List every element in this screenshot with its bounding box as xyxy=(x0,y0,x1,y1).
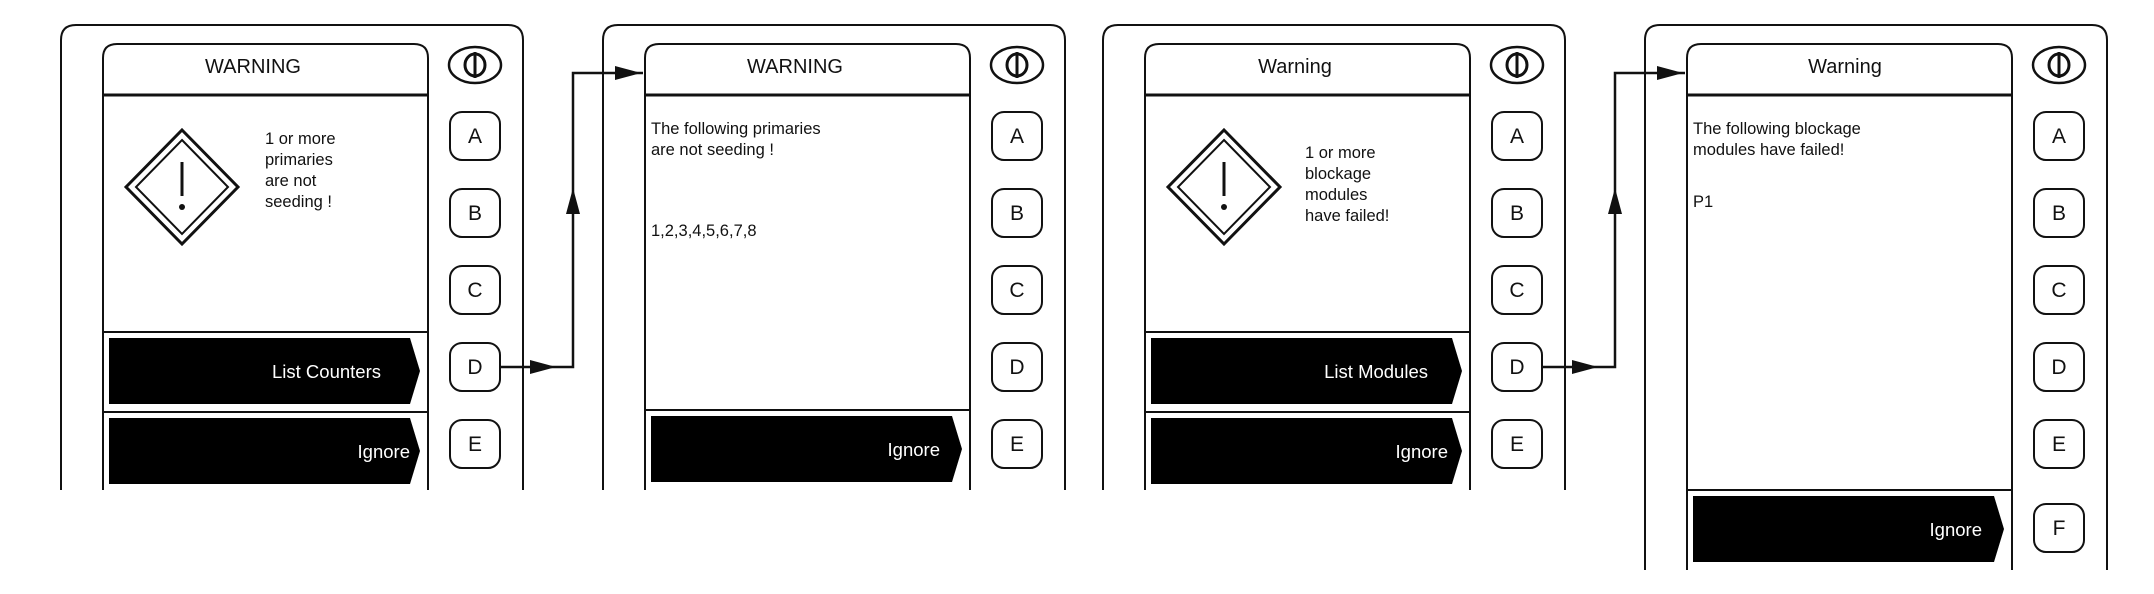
key-b[interactable] xyxy=(2034,189,2084,237)
panel-1 xyxy=(61,25,523,490)
key-c[interactable] xyxy=(992,266,1042,314)
power-icon xyxy=(465,52,485,78)
panel-4 xyxy=(1645,25,2107,570)
key-label: B xyxy=(2051,202,2067,225)
message-line: modules have failed! xyxy=(1693,141,1845,159)
key-b[interactable] xyxy=(450,189,500,237)
key-b[interactable] xyxy=(1492,189,1542,237)
message-line: have failed! xyxy=(1305,207,1390,225)
key-f[interactable] xyxy=(2034,504,2084,552)
key-label: E xyxy=(1509,433,1525,456)
screen-title: Warning xyxy=(1258,56,1332,78)
key-label: B xyxy=(467,202,483,225)
power-icon xyxy=(1007,52,1027,78)
screen-title: WARNING xyxy=(205,56,301,78)
message-line: 1 or more xyxy=(1305,144,1376,162)
button-label: Ignore xyxy=(1929,519,1982,540)
power-key[interactable] xyxy=(1491,47,1543,83)
display-screen xyxy=(645,44,970,490)
ignore-button[interactable] xyxy=(1151,418,1462,484)
panel-3 xyxy=(1103,25,1565,490)
key-label: E xyxy=(1009,433,1025,456)
key-label: B xyxy=(1009,202,1025,225)
key-e[interactable] xyxy=(2034,420,2084,468)
list-modules-button[interactable] xyxy=(1151,338,1462,404)
device-frame xyxy=(1645,25,2107,570)
ignore-button[interactable] xyxy=(109,418,420,484)
message-line: The following primaries xyxy=(651,120,821,138)
message-line: The following blockage xyxy=(1693,120,1861,138)
panel-2 xyxy=(603,25,1065,490)
key-label: A xyxy=(2051,125,2067,148)
key-label: C xyxy=(1009,279,1025,302)
arrowhead xyxy=(1572,360,1598,374)
key-label: D xyxy=(1009,356,1025,379)
key-label: C xyxy=(1509,279,1525,302)
arrowhead xyxy=(1657,66,1683,80)
key-d[interactable] xyxy=(992,343,1042,391)
key-label: B xyxy=(1509,202,1525,225)
key-a[interactable] xyxy=(2034,112,2084,160)
message-line: are not seeding ! xyxy=(651,141,774,159)
warning-diamond-icon xyxy=(1168,130,1280,244)
key-a[interactable] xyxy=(1492,112,1542,160)
key-label: E xyxy=(2051,433,2067,456)
button-label: List Counters xyxy=(272,361,381,382)
key-d[interactable] xyxy=(450,343,500,391)
key-a[interactable] xyxy=(992,112,1042,160)
key-e[interactable] xyxy=(1492,420,1542,468)
screen-title: WARNING xyxy=(747,56,843,78)
power-key[interactable] xyxy=(2033,47,2085,83)
key-c[interactable] xyxy=(1492,266,1542,314)
key-c[interactable] xyxy=(450,266,500,314)
key-e[interactable] xyxy=(450,420,500,468)
message-line: are not xyxy=(265,172,317,190)
button-label: Ignore xyxy=(887,439,940,460)
arrowhead xyxy=(1608,188,1622,214)
flow-arrow-2 xyxy=(1542,66,1685,374)
key-c[interactable] xyxy=(2034,266,2084,314)
key-b[interactable] xyxy=(992,189,1042,237)
display-screen xyxy=(103,44,428,490)
power-icon xyxy=(2049,52,2069,78)
key-d[interactable] xyxy=(2034,343,2084,391)
power-key[interactable] xyxy=(991,47,1043,83)
key-label: A xyxy=(467,125,483,148)
message-line: 1 or more xyxy=(265,130,336,148)
button-label: Ignore xyxy=(1395,441,1448,462)
key-e[interactable] xyxy=(992,420,1042,468)
detail-text: 1,2,3,4,5,6,7,8 xyxy=(651,222,757,240)
message-line: seeding ! xyxy=(265,193,332,211)
key-label: A xyxy=(1009,125,1025,148)
screen-title: Warning xyxy=(1808,56,1882,78)
message-line: blockage xyxy=(1305,165,1372,183)
detail-text: P1 xyxy=(1693,193,1714,211)
message-line: modules xyxy=(1305,186,1368,204)
arrowhead xyxy=(530,360,556,374)
button-label: Ignore xyxy=(357,441,410,462)
list-counters-button[interactable] xyxy=(109,338,420,404)
warning-diamond-icon xyxy=(126,130,238,244)
key-label: D xyxy=(467,356,483,379)
key-label: C xyxy=(2051,279,2067,302)
power-key[interactable] xyxy=(449,47,501,83)
key-label: D xyxy=(1509,356,1525,379)
ignore-button[interactable] xyxy=(1693,496,2004,562)
key-a[interactable] xyxy=(450,112,500,160)
key-label: C xyxy=(467,279,483,302)
message-line: primaries xyxy=(265,151,333,169)
arrowhead xyxy=(615,66,641,80)
display-screen xyxy=(1145,44,1470,490)
key-label: E xyxy=(467,433,483,456)
power-icon xyxy=(1507,52,1527,78)
display-screen xyxy=(1687,44,2012,570)
key-label: D xyxy=(2051,356,2067,379)
button-label: List Modules xyxy=(1324,361,1428,382)
arrowhead xyxy=(566,188,580,214)
key-label: A xyxy=(1509,125,1525,148)
flow-arrow-1 xyxy=(500,66,643,374)
key-d[interactable] xyxy=(1492,343,1542,391)
ignore-button[interactable] xyxy=(651,416,962,482)
key-label: F xyxy=(2052,517,2066,540)
